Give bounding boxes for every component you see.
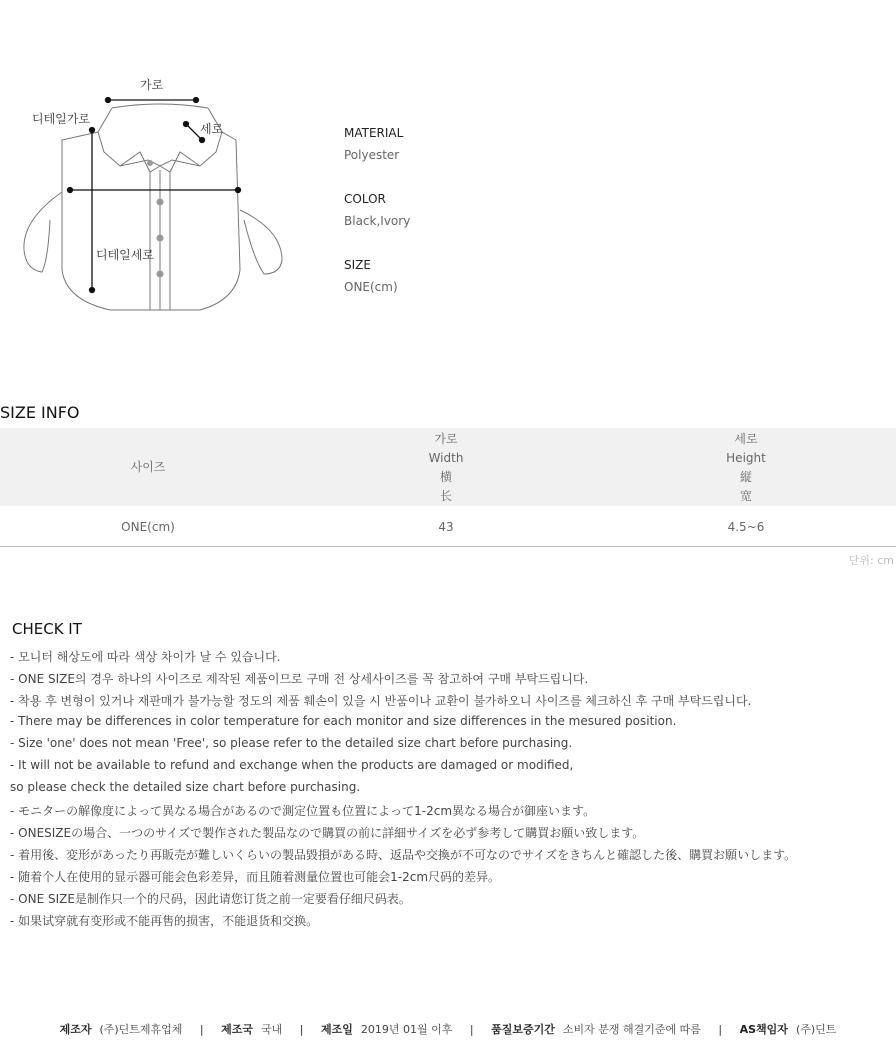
as-manager-value: (주)딘트 <box>795 1023 837 1036</box>
color-label: COLOR <box>344 192 386 206</box>
header-width-ko: 가로 <box>434 432 458 446</box>
detail-width-label: 디테일가로 <box>32 112 90 126</box>
header-width-zh: 长 <box>439 489 452 503</box>
header-width <box>296 430 596 506</box>
check-line: - 모니터 해상도에 따라 색상 차이가 날 수 있습니다. <box>10 650 281 664</box>
header-width-en: Width <box>428 451 464 465</box>
size-table <box>0 428 896 547</box>
material-label: MATERIAL <box>344 126 404 140</box>
header-width-ja: 横 <box>439 470 452 484</box>
unit-note: 단위: cm <box>848 554 894 567</box>
header-height-zh: 宽 <box>739 489 752 503</box>
size-label: SIZE <box>344 258 371 272</box>
footer-separator: | <box>199 1023 204 1036</box>
header-height-en: Height <box>726 451 766 465</box>
country-key: 제조국 <box>221 1023 254 1036</box>
row-size: ONE(cm) <box>121 520 175 534</box>
material-value: Polyester <box>344 148 400 162</box>
row-height: 4.5~6 <box>727 520 765 534</box>
header-height-ja: 縦 <box>739 470 752 484</box>
size-info-title: SIZE INFO <box>0 403 80 422</box>
collar-size-illustration <box>0 60 330 340</box>
product-footer <box>0 1021 896 1039</box>
check-line: - 如果试穿就有变形或不能再售的损害，不能退货和交换。 <box>10 914 319 928</box>
size-value: ONE(cm) <box>344 280 398 294</box>
as-manager-key: AS책임자 <box>739 1023 788 1036</box>
header-height-ko: 세로 <box>734 432 758 446</box>
width-label: 가로 <box>140 78 164 92</box>
country-value: 국내 <box>261 1023 283 1036</box>
header-height <box>596 430 896 506</box>
check-line: - 着用後、変形があったり再販売が難しいくらいの製品毀損がある時、返品や交換が不可なのでサイズをきちんと確認した後、購買お願いします。 <box>10 848 797 862</box>
manufacture-date-key: 제조일 <box>321 1023 353 1036</box>
warranty-value: 소비자 분쟁 해결기준에 따름 <box>562 1023 701 1036</box>
check-line: - モニターの解像度によって異なる場合があるので測定位置も位置によって1-2cm異なる場合が御座います。 <box>10 804 596 818</box>
table-divider <box>0 546 896 547</box>
detail-height-label: 디테일세로 <box>96 248 154 262</box>
manufacturer-key: 제조자 <box>59 1023 92 1036</box>
footer-separator: | <box>469 1023 474 1036</box>
size-table-header <box>0 428 896 506</box>
check-line: - There may be differences in color temperature for each monitor and size differences in the mesured position. <box>10 714 677 728</box>
footer-separator: | <box>718 1023 723 1036</box>
collar-drawing <box>0 60 330 340</box>
check-line: - ONESIZEの場合、一つのサイズで製作された製品なので購買の前に詳細サイズを必ず参考して購買お願い致します。 <box>10 826 645 840</box>
manufacturer-value: (주)딘트제휴업체 <box>99 1023 183 1036</box>
check-line: - 착용 후 변형이 있거나 재판매가 불가능할 정도의 제품 훼손이 있을 시 반품이나 교환이 불가하오니 사이즈를 체크하신 후 구매 부탁드립니다. <box>10 694 752 708</box>
check-it-title: CHECK IT <box>12 620 82 638</box>
manufacture-date-value: 2019년 01월 이후 <box>360 1023 453 1036</box>
check-line: - 随着个人在使用的显示器可能会色彩差异，而且随着测量位置也可能会1-2cm尺码的差异。 <box>10 870 501 884</box>
check-line: - ONE SIZE의 경우 하나의 사이즈로 제작된 제품이므로 구매 전 상세사이즈를 꼭 참고하여 구매 부탁드립니다. <box>10 672 589 686</box>
row-width: 43 <box>438 520 454 534</box>
check-line: so please check the detailed size chart before purchasing. <box>10 780 361 794</box>
check-line: - It will not be available to refund and exchange when the products are damaged or modified, <box>10 758 574 772</box>
color-value: Black,Ivory <box>344 214 411 228</box>
warranty-key: 품질보증기간 <box>491 1023 555 1036</box>
height-label: 세로 <box>200 122 224 136</box>
header-size: 사이즈 <box>130 460 166 474</box>
footer-separator: | <box>299 1023 304 1036</box>
check-line: - ONE SIZE是制作只一个的尺码，因此请您订货之前一定要看仔细尺码表。 <box>10 892 411 906</box>
check-line: - Size 'one' does not mean 'Free', so please refer to the detailed size chart before purchasing. <box>10 736 573 750</box>
